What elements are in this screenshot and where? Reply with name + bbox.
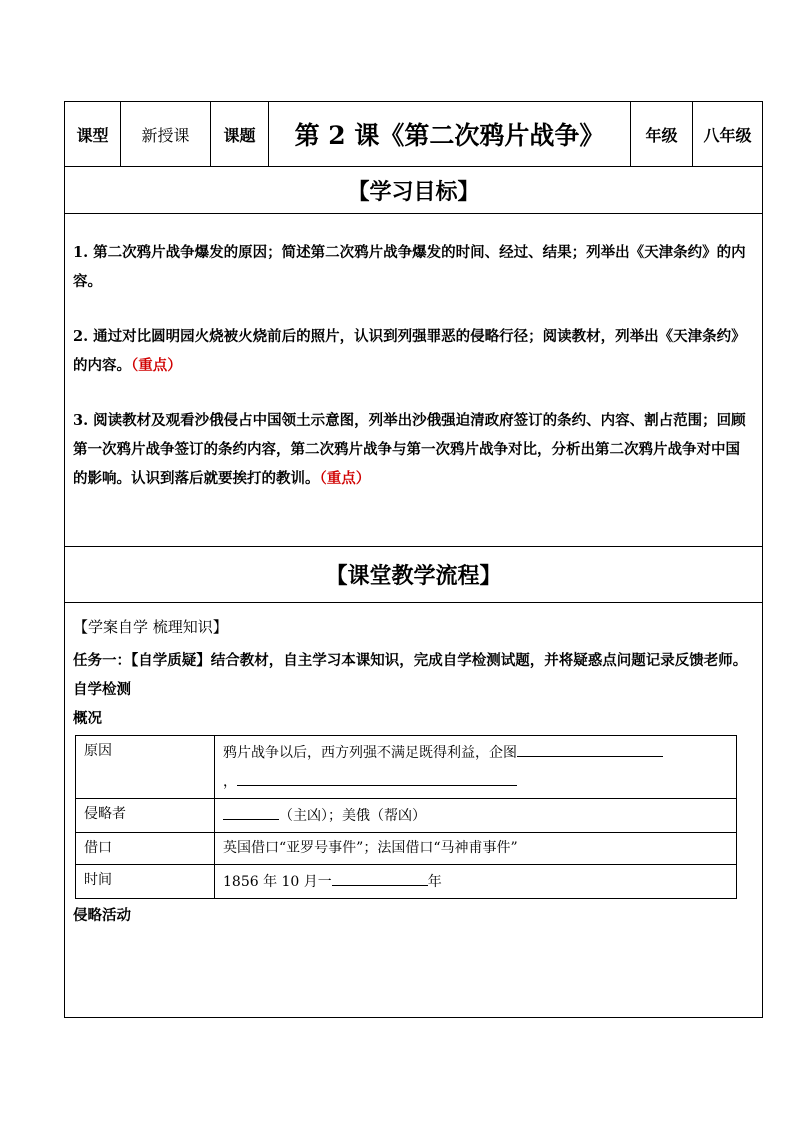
objectives-cell	[65, 214, 763, 547]
objective-item-3: 3. 阅读教材及观看沙俄侵占中国领土示意图，列举出沙俄强迫清政府签订的条约、内容、割占范围；回顾第一次鸦片战争签订的条约内容，第二次鸦片战争与第一次鸦片战争对比，分析出第二次鸦片战争对中国的影响。认识到落后就要挨打的教训。（重点）	[73, 412, 746, 487]
objective-item-2: 2. 通过对比圆明园火烧被火烧前后的照片，认识到列强罪恶的侵略行径；阅读教材，列举出《天津条约》的内容。（重点）	[73, 328, 746, 374]
section-heading: 【学案自学 梳理知识】	[73, 618, 228, 636]
aggressor-row	[76, 799, 737, 833]
activities-heading: 侵略活动	[73, 907, 131, 924]
objectives-title-row	[65, 167, 763, 214]
cause-text: 鸦片战争以后，西方列强不满足既得利益，企图	[223, 745, 517, 761]
key-point-mark: （重点）	[319, 470, 371, 487]
pretext-label: 借口	[76, 833, 215, 865]
objectives-row	[65, 214, 763, 547]
topic-label: 课题	[211, 102, 269, 167]
time-suffix: 年	[427, 874, 442, 890]
course-type-label: 课型	[65, 102, 121, 167]
flow-title-row	[65, 547, 763, 603]
cause-label: 原因	[76, 736, 215, 799]
document-page	[64, 101, 762, 1018]
cause-comma: ，	[223, 774, 237, 790]
grade-value: 八年级	[693, 102, 763, 167]
cause-blank-2[interactable]	[237, 769, 517, 786]
objectives-title: 【学习目标】	[65, 167, 763, 214]
cause-cell	[215, 736, 737, 799]
objective-item-1: 1. 第二次鸦片战争爆发的原因；简述第二次鸦片战争爆发的时间、经过、结果；列举出《天津条约》的内容。	[73, 244, 746, 290]
topic-value: 第 2 课《第二次鸦片战争》	[269, 102, 631, 167]
overview-table	[75, 735, 737, 899]
key-point-mark: （重点）	[131, 357, 182, 374]
aggressor-cell	[215, 799, 737, 833]
pretext-row	[76, 833, 737, 865]
time-row	[76, 865, 737, 899]
grade-label: 年级	[631, 102, 693, 167]
header-row	[65, 102, 763, 167]
self-check-heading: 自学检测	[73, 681, 131, 698]
flow-row	[65, 603, 763, 1018]
task-one: 任务一：【自学质疑】结合教材，自主学习本课知识，完成自学检测试题，并将疑惑点问题记录反馈老师。	[73, 652, 748, 669]
pretext-text: 英国借口“亚罗号事件”；法国借口“马神甫事件”	[215, 833, 737, 865]
flow-cell	[65, 603, 763, 1018]
time-blank[interactable]	[332, 869, 428, 886]
aggressor-blank[interactable]	[223, 803, 279, 820]
course-type-value: 新授课	[121, 102, 211, 167]
overview-heading: 概况	[73, 710, 102, 727]
time-label: 时间	[76, 865, 215, 899]
time-cell	[215, 865, 737, 899]
cause-row	[76, 736, 737, 799]
cause-blank-1[interactable]	[517, 740, 663, 757]
aggressor-text: （主凶）；美俄（帮凶）	[279, 808, 426, 824]
aggressor-label: 侵略者	[76, 799, 215, 833]
time-text: 1856 年 10 月一	[223, 874, 332, 890]
lesson-plan-table	[64, 101, 763, 1018]
flow-title: 【课堂教学流程】	[65, 547, 763, 603]
